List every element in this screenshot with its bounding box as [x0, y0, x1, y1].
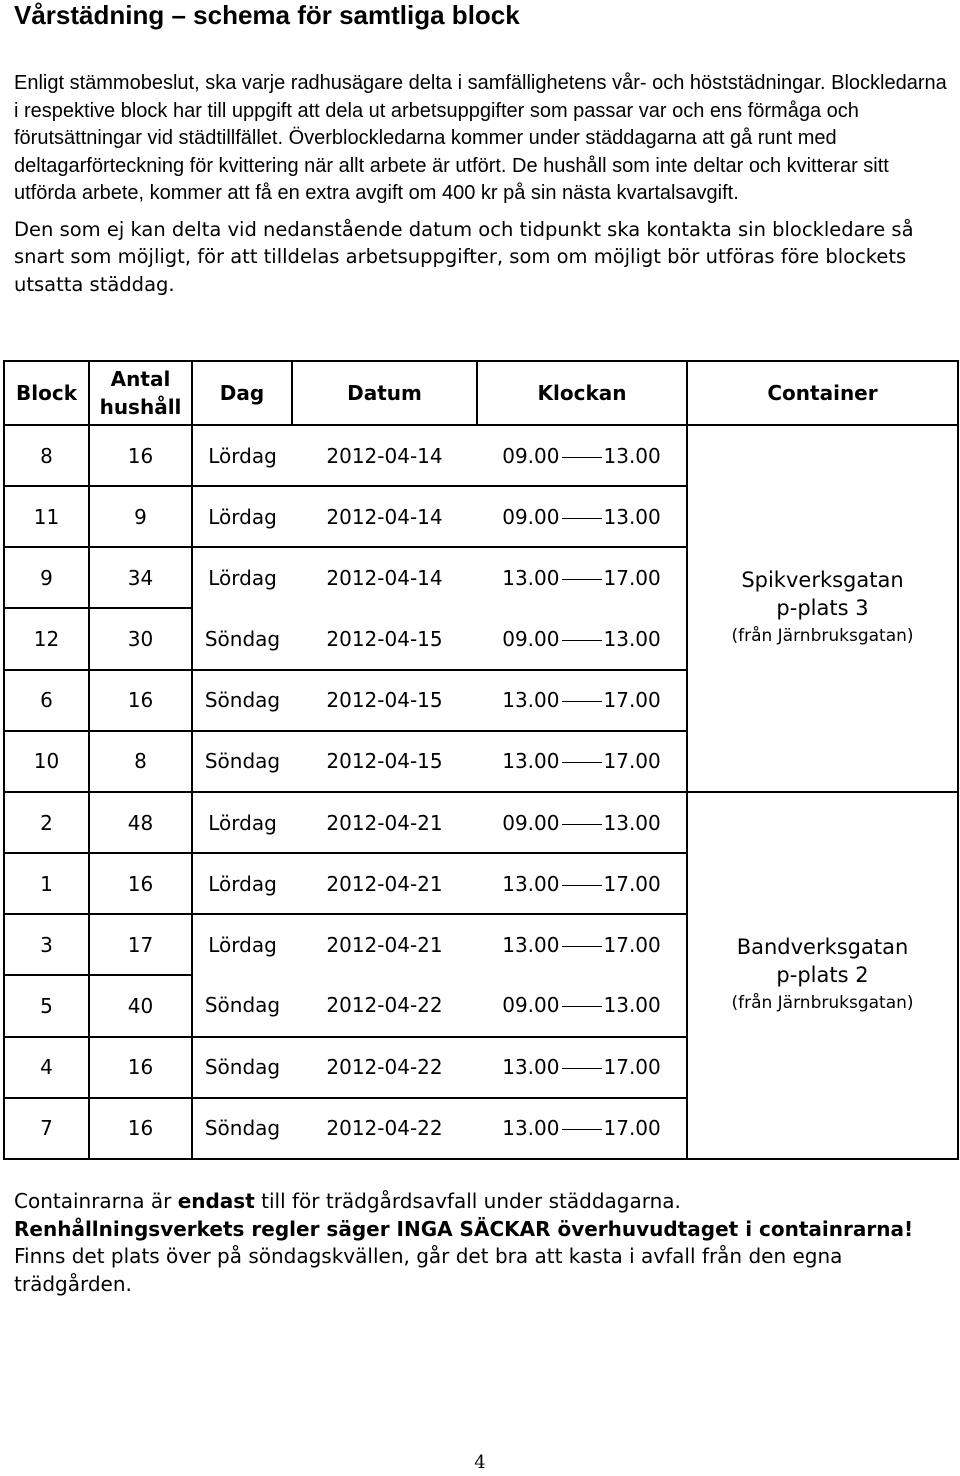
- cell-date: 2012-04-22: [292, 975, 477, 1036]
- time-range-dash: [562, 1068, 602, 1069]
- cell-time: [477, 608, 687, 669]
- cell-time: [477, 914, 687, 975]
- cell-block: 3: [4, 914, 89, 975]
- cell-day: Söndag: [192, 731, 292, 792]
- container-lot: p-plats 2: [776, 963, 869, 988]
- cell-day: Lördag: [192, 547, 292, 608]
- cell-time: [477, 731, 687, 792]
- time-range-dash: [562, 824, 602, 825]
- cell-households: 30: [89, 608, 192, 669]
- time-range-dash: [562, 579, 602, 580]
- time-end: 17.00: [603, 566, 661, 591]
- time-range-dash: [562, 885, 602, 886]
- time-end: 13.00: [603, 504, 661, 529]
- intro-text: [14, 70, 949, 298]
- cell-date: 2012-04-21: [292, 853, 477, 914]
- cell-block: 8: [4, 425, 89, 486]
- cell-day: Lördag: [192, 425, 292, 486]
- cell-day: Lördag: [192, 486, 292, 547]
- cell-day: Lördag: [192, 792, 292, 853]
- intro-paragraph-1: Enligt stämmobeslut, ska varje radhusägare delta i samfällighetens vår- och höststädningar. Blockledarna i respektive block har till uppgift att dela ut arbetsuppgifter som passar var och ens förmåga och förutsättningar vid städtillfället. Överblockledarna kommer under städdagarna att gå runt med deltagarförteckning för kvittering när allt arbete är utfört. De hushåll som inte deltar och kvitterar sitt utförda arbete, kommer att få en extra avgift om 400 kr på sin nästa kvartalsavgift.: [14, 72, 947, 204]
- cell-date: 2012-04-14: [292, 425, 477, 486]
- time-range-dash: [562, 457, 602, 458]
- cell-time: [477, 547, 687, 608]
- cell-time: [477, 853, 687, 914]
- cell-households: 16: [89, 670, 192, 731]
- footer-notes: [14, 1188, 949, 1298]
- cell-households: 48: [89, 792, 192, 853]
- cell-date: 2012-04-15: [292, 608, 477, 669]
- header-households: Antal hushåll: [89, 361, 192, 425]
- cell-date: 2012-04-22: [292, 1098, 477, 1159]
- cell-households: 16: [89, 853, 192, 914]
- cell-date: 2012-04-14: [292, 547, 477, 608]
- time-start: 13.00: [502, 688, 560, 713]
- table-header-row: [4, 361, 958, 425]
- time-start: 13.00: [502, 566, 560, 591]
- header-block: Block: [4, 361, 89, 425]
- cell-date: 2012-04-21: [292, 792, 477, 853]
- table-row: [4, 425, 958, 486]
- time-end: 17.00: [603, 871, 661, 896]
- header-date: Datum: [292, 361, 477, 425]
- cell-day: Söndag: [192, 1037, 292, 1098]
- cell-households: 16: [89, 425, 192, 486]
- container-name: Bandverksgatan: [736, 935, 909, 960]
- cell-day: Söndag: [192, 608, 292, 669]
- cell-time: [477, 425, 687, 486]
- cell-block: 7: [4, 1098, 89, 1159]
- footer-line-2: Renhållningsverkets regler säger INGA SÄCKAR överhuvudtaget i containrarna!: [14, 1216, 914, 1241]
- footer-line-3: Finns det plats över på söndagskvällen, går det bra att kasta i avfall från den egna trädgården.: [14, 1244, 843, 1296]
- time-start: 13.00: [502, 871, 560, 896]
- time-start: 09.00: [502, 993, 560, 1018]
- cell-households: 9: [89, 486, 192, 547]
- page-number: 4: [474, 1452, 486, 1473]
- cell-day: Söndag: [192, 975, 292, 1036]
- time-range-dash: [562, 1006, 602, 1007]
- cell-date: 2012-04-15: [292, 670, 477, 731]
- time-range-dash: [562, 762, 602, 763]
- time-range-dash: [562, 701, 602, 702]
- time-end: 13.00: [603, 993, 661, 1018]
- cell-block: 6: [4, 670, 89, 731]
- schedule-table: [3, 360, 959, 1160]
- cell-households: 34: [89, 547, 192, 608]
- time-start: 09.00: [502, 504, 560, 529]
- cell-time: [477, 486, 687, 547]
- footer-emphasis: endast: [177, 1189, 255, 1213]
- cell-time: [477, 1098, 687, 1159]
- cell-date: 2012-04-21: [292, 914, 477, 975]
- cell-time: [477, 1037, 687, 1098]
- time-range-dash: [562, 518, 602, 519]
- cell-block: 4: [4, 1037, 89, 1098]
- cell-block: 5: [4, 975, 89, 1036]
- page-title: Vårstädning – schema för samtliga block: [14, 0, 520, 30]
- time-end: 17.00: [603, 1055, 661, 1080]
- time-end: 17.00: [603, 1116, 661, 1141]
- time-end: 17.00: [603, 688, 661, 713]
- container-note: (från Järnbruksgatan): [731, 626, 914, 647]
- cell-day: Söndag: [192, 1098, 292, 1159]
- cell-day: Lördag: [192, 914, 292, 975]
- footer-line-1: Containrarna är endast till för trädgårdsavfall under städdagarna.: [14, 1189, 681, 1213]
- cell-block: 9: [4, 547, 89, 608]
- cell-day: Lördag: [192, 853, 292, 914]
- time-end: 13.00: [603, 626, 661, 651]
- time-start: 13.00: [502, 933, 560, 958]
- table-row: [4, 792, 958, 853]
- time-end: 13.00: [603, 443, 661, 468]
- time-start: 13.00: [502, 1116, 560, 1141]
- container-note: (från Järnbruksgatan): [731, 993, 914, 1014]
- cell-block: 10: [4, 731, 89, 792]
- cell-time: [477, 975, 687, 1036]
- cell-households: 8: [89, 731, 192, 792]
- time-range-dash: [562, 640, 602, 641]
- time-end: 17.00: [603, 749, 661, 774]
- time-start: 09.00: [502, 443, 560, 468]
- time-start: 09.00: [502, 810, 560, 835]
- intro-paragraph-1b: Överblockledarna kommer under städdagarna att gå runt med deltagarförteckning för kvittering när allt arbete är utfört. De hushåll som inte deltar och kvitterar sitt utförda arbete, kommer att få en extra avgift om 400 kr på sin nästa kvartalsavgift.: [14, 127, 889, 204]
- time-start: 13.00: [502, 1055, 560, 1080]
- cell-date: 2012-04-22: [292, 1037, 477, 1098]
- container-name: Spikverksgatan: [741, 568, 904, 593]
- header-container: Container: [687, 361, 958, 425]
- header-day: Dag: [192, 361, 292, 425]
- container-lot: p-plats 3: [776, 596, 869, 621]
- cell-day: Söndag: [192, 670, 292, 731]
- intro-paragraph-2: Den som ej kan delta vid nedanstående datum och tidpunkt ska kontakta sin blockledare så snart som möjligt, för att tilldelas arbetsuppgifter, som om möjligt bör utföras före blockets utsatta städdag.: [14, 217, 914, 296]
- cell-block: 11: [4, 486, 89, 547]
- cell-time: [477, 792, 687, 853]
- cell-households: 17: [89, 914, 192, 975]
- time-start: 13.00: [502, 749, 560, 774]
- cell-date: 2012-04-15: [292, 731, 477, 792]
- time-end: 17.00: [603, 933, 661, 958]
- cell-date: 2012-04-14: [292, 486, 477, 547]
- cell-time: [477, 670, 687, 731]
- cell-households: 16: [89, 1037, 192, 1098]
- time-range-dash: [562, 946, 602, 947]
- header-time: Klockan: [477, 361, 687, 425]
- time-end: 13.00: [603, 810, 661, 835]
- cell-block: 12: [4, 608, 89, 669]
- cell-block: 1: [4, 853, 89, 914]
- container-location: [687, 792, 958, 1159]
- container-location: [687, 425, 958, 792]
- time-range-dash: [562, 1129, 602, 1130]
- cell-households: 16: [89, 1098, 192, 1159]
- cell-households: 40: [89, 975, 192, 1036]
- time-start: 09.00: [502, 626, 560, 651]
- cell-block: 2: [4, 792, 89, 853]
